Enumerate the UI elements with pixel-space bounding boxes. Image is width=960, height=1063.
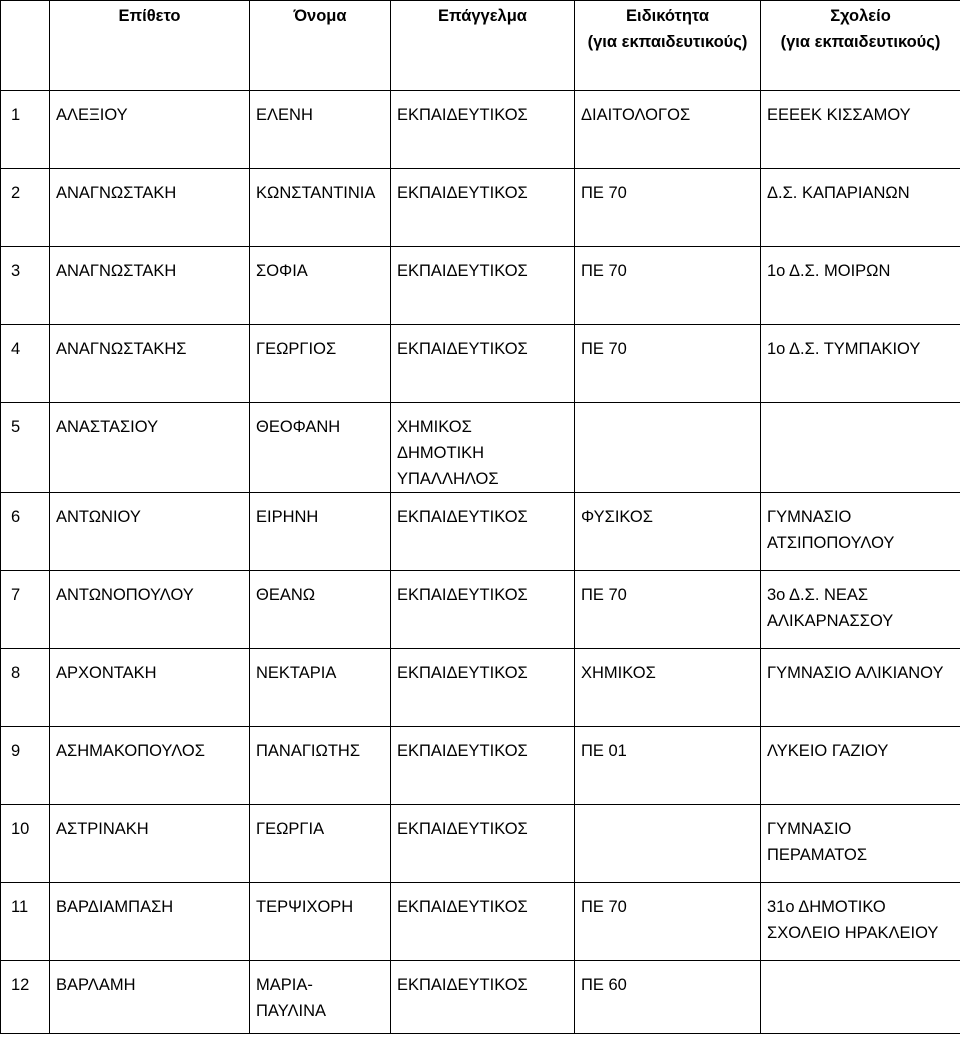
profession-cell-line: ΧΗΜΙΚΟΣ — [397, 418, 472, 436]
name-cell — [250, 727, 391, 805]
table-row — [1, 91, 960, 169]
profession-cell-line: ΕΚΠΑΙΔΕΥΤΙΚΟΣ — [397, 820, 528, 838]
surname-cell: ΑΣΤΡΙΝΑΚΗ — [50, 805, 250, 883]
table-body — [1, 91, 960, 1034]
profession-cell-line: ΕΚΠΑΙΔΕΥΤΙΚΟΣ — [397, 742, 528, 760]
profession-cell-line: ΕΚΠΑΙΔΕΥΤΙΚΟΣ — [397, 664, 528, 682]
profession-cell-line: ΔΗΜΟΤΙΚΗ — [397, 444, 485, 462]
table-row — [1, 649, 960, 727]
name-cell — [250, 325, 391, 403]
surname-cell: ΑΣΗΜΑΚΟΠΟΥΛΟΣ — [50, 727, 250, 805]
profession-cell-line: ΕΚΠΑΙΔΕΥΤΙΚΟΣ — [397, 262, 528, 280]
name-cell-line: ΝΕΚΤΑΡΙΑ — [256, 664, 337, 682]
school-cell-line: ΠΕΡΑΜΑΤΟΣ — [767, 846, 868, 864]
name-cell-line: ΓΕΩΡΓΙΑ — [256, 820, 325, 838]
name-cell — [250, 247, 391, 325]
table-row — [1, 493, 960, 571]
name-cell — [250, 91, 391, 169]
row-number: 8 — [1, 649, 50, 727]
table-row — [1, 169, 960, 247]
school-cell-line: 1ο Δ.Σ. ΤΥΜΠΑΚΙΟΥ — [767, 340, 921, 358]
table-row — [1, 247, 960, 325]
header-name: Όνομα — [250, 1, 391, 91]
surname-cell: ΑΝΑΓΝΩΣΤΑΚΗ — [50, 169, 250, 247]
header-profession: Επάγγελμα — [391, 1, 575, 91]
school-cell-line: ΑΤΣΙΠΟΠΟΥΛΟΥ — [767, 534, 895, 552]
name-cell — [250, 883, 391, 961]
name-cell-line: ΘΕΑΝΩ — [256, 586, 316, 604]
row-number: 3 — [1, 247, 50, 325]
row-number: 5 — [1, 403, 50, 493]
school-cell — [761, 883, 960, 961]
school-cell — [761, 649, 960, 727]
table-row — [1, 727, 960, 805]
name-cell-line: ΓΕΩΡΓΙΟΣ — [256, 340, 337, 358]
header-school-line: Σχολείο — [830, 7, 891, 25]
name-cell — [250, 805, 391, 883]
profession-cell — [391, 247, 575, 325]
row-number: 6 — [1, 493, 50, 571]
specialty-cell: ΠΕ 70 — [575, 169, 761, 247]
school-cell-line: Δ.Σ. ΚΑΠΑΡΙΑΝΩΝ — [767, 184, 910, 202]
name-cell-line: ΠΑΥΛΙΝΑ — [256, 1002, 327, 1020]
school-cell — [761, 727, 960, 805]
profession-cell-line: ΕΚΠΑΙΔΕΥΤΙΚΟΣ — [397, 898, 528, 916]
school-cell-line: ΓΥΜΝΑΣΙΟ ΑΛΙΚΙΑΝΟΥ — [767, 664, 944, 682]
surname-cell: ΑΝΤΩΝΟΠΟΥΛΟΥ — [50, 571, 250, 649]
specialty-cell — [575, 805, 761, 883]
name-cell — [250, 493, 391, 571]
school-cell — [761, 169, 960, 247]
profession-cell-line: ΕΚΠΑΙΔΕΥΤΙΚΟΣ — [397, 976, 528, 994]
school-cell — [761, 571, 960, 649]
profession-cell-line: ΕΚΠΑΙΔΕΥΤΙΚΟΣ — [397, 508, 528, 526]
surname-cell: ΑΝΑΓΝΩΣΤΑΚΗΣ — [50, 325, 250, 403]
table-row — [1, 883, 960, 961]
name-cell-line: ΜΑΡΙΑ- — [256, 976, 313, 994]
table-row — [1, 571, 960, 649]
school-cell — [761, 403, 960, 493]
specialty-cell: ΠΕ 70 — [575, 883, 761, 961]
row-number: 10 — [1, 805, 50, 883]
school-cell — [761, 961, 960, 1034]
profession-cell-line: ΕΚΠΑΙΔΕΥΤΙΚΟΣ — [397, 586, 528, 604]
school-cell-line: 31ο ΔΗΜΟΤΙΚΟ — [767, 898, 886, 916]
header-specialty-note: (για εκπαιδευτικούς) — [587, 33, 748, 51]
profession-cell — [391, 403, 575, 493]
row-number: 7 — [1, 571, 50, 649]
header-school-note: (για εκπαιδευτικούς) — [780, 33, 941, 51]
name-cell-line: ΚΩΝΣΤΑΝΤΙΝΙΑ — [256, 184, 376, 202]
school-cell-line: ΓΥΜΝΑΣΙΟ — [767, 508, 852, 526]
profession-cell — [391, 493, 575, 571]
specialty-cell — [575, 403, 761, 493]
name-cell — [250, 403, 391, 493]
name-cell-line: ΠΑΝΑΓΙΩΤΗΣ — [256, 742, 361, 760]
name-cell-line: ΕΛΕΝΗ — [256, 106, 313, 124]
specialty-cell: ΔΙΑΙΤΟΛΟΓΟΣ — [575, 91, 761, 169]
name-cell-line: ΤΕΡΨΙΧΟΡΗ — [256, 898, 354, 916]
row-number: 11 — [1, 883, 50, 961]
school-cell — [761, 325, 960, 403]
header-number — [1, 1, 50, 91]
specialty-cell: ΠΕ 01 — [575, 727, 761, 805]
school-cell — [761, 247, 960, 325]
profession-cell — [391, 961, 575, 1034]
table-row — [1, 325, 960, 403]
surname-cell: ΑΝΑΓΝΩΣΤΑΚΗ — [50, 247, 250, 325]
row-number: 9 — [1, 727, 50, 805]
name-cell — [250, 961, 391, 1034]
specialty-cell: ΠΕ 60 — [575, 961, 761, 1034]
header-row — [1, 1, 960, 91]
specialty-cell: ΠΕ 70 — [575, 247, 761, 325]
profession-cell — [391, 727, 575, 805]
row-number: 4 — [1, 325, 50, 403]
school-cell-line: 3ο Δ.Σ. ΝΕΑΣ — [767, 586, 869, 604]
header-surname: Επίθετο — [50, 1, 250, 91]
profession-cell-line: ΕΚΠΑΙΔΕΥΤΙΚΟΣ — [397, 106, 528, 124]
row-number: 1 — [1, 91, 50, 169]
school-cell-line: ΓΥΜΝΑΣΙΟ — [767, 820, 852, 838]
profession-cell-line: ΕΚΠΑΙΔΕΥΤΙΚΟΣ — [397, 184, 528, 202]
table-row — [1, 805, 960, 883]
name-cell-line: ΕΙΡΗΝΗ — [256, 508, 319, 526]
school-cell — [761, 91, 960, 169]
profession-cell — [391, 805, 575, 883]
profession-cell — [391, 883, 575, 961]
profession-cell-line: ΕΚΠΑΙΔΕΥΤΙΚΟΣ — [397, 340, 528, 358]
header-specialty — [575, 1, 761, 91]
surname-cell: ΑΝΤΩΝΙΟΥ — [50, 493, 250, 571]
profession-cell — [391, 169, 575, 247]
table-row — [1, 961, 960, 1034]
name-cell-line: ΣΟΦΙΑ — [256, 262, 308, 280]
school-cell-line: ΛΥΚΕΙΟ ΓΑΖΙΟΥ — [767, 742, 889, 760]
name-cell — [250, 649, 391, 727]
school-cell — [761, 805, 960, 883]
name-cell — [250, 571, 391, 649]
specialty-cell: ΧΗΜΙΚΟΣ — [575, 649, 761, 727]
surname-cell: ΑΡΧΟΝΤΑΚΗ — [50, 649, 250, 727]
row-number: 12 — [1, 961, 50, 1034]
profession-cell-line: ΥΠΑΛΛΗΛΟΣ — [397, 470, 499, 488]
specialty-cell: ΦΥΣΙΚΟΣ — [575, 493, 761, 571]
header-school — [761, 1, 960, 91]
name-cell-line: ΘΕΟΦΑΝΗ — [256, 418, 341, 436]
profession-cell — [391, 91, 575, 169]
name-cell — [250, 169, 391, 247]
school-cell-line: ΣΧΟΛΕΙΟ ΗΡΑΚΛΕΙΟΥ — [767, 924, 939, 942]
surname-cell: ΑΝΑΣΤΑΣΙΟΥ — [50, 403, 250, 493]
school-cell-line: ΕΕΕΕΚ ΚΙΣΣΑΜΟΥ — [767, 106, 911, 124]
profession-cell — [391, 325, 575, 403]
specialty-cell: ΠΕ 70 — [575, 325, 761, 403]
profession-cell — [391, 571, 575, 649]
header-specialty-line: Ειδικότητα — [626, 7, 709, 25]
school-cell-line: ΑΛΙΚΑΡΝΑΣΣΟΥ — [767, 612, 894, 630]
surname-cell: ΑΛΕΞΙΟΥ — [50, 91, 250, 169]
surname-cell: ΒΑΡΔΙΑΜΠΑΣΗ — [50, 883, 250, 961]
surname-cell: ΒΑΡΛΑΜΗ — [50, 961, 250, 1034]
row-number: 2 — [1, 169, 50, 247]
profession-cell — [391, 649, 575, 727]
specialty-cell: ΠΕ 70 — [575, 571, 761, 649]
school-cell-line: 1ο Δ.Σ. ΜΟΙΡΩΝ — [767, 262, 891, 280]
table-row — [1, 403, 960, 493]
school-cell — [761, 493, 960, 571]
